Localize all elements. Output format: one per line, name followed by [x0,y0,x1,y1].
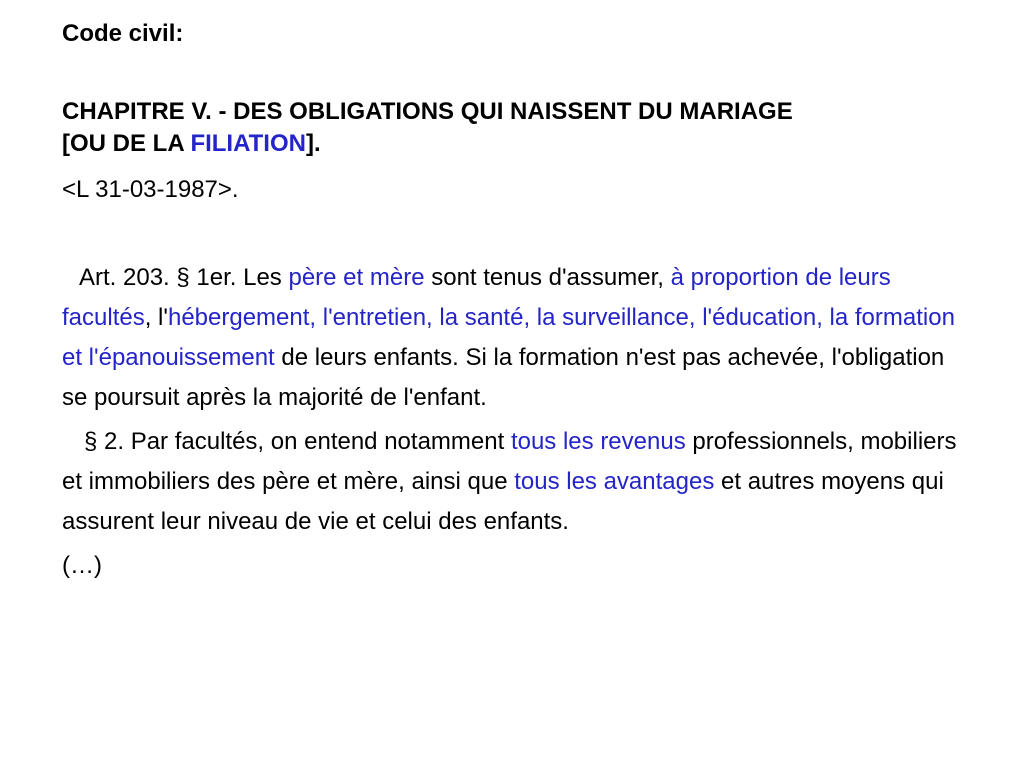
law-reference: <L 31-03-1987>. [62,176,239,203]
slide-content [62,18,962,586]
p2-seg: et autres moyens qui assurent leur niveau de vie et celui des enfants. [62,468,944,535]
p1-seg: Art. 203. § 1er. Les [79,264,289,291]
p1-seg: sont tenus d'assumer, [424,264,671,291]
p1-seg: de leurs enfants. Si la formation n'est pas achevée, l'obligation se poursuit après la majorité de l'enfant. [62,344,945,411]
p2-seg: § 2. Par facultés, on entend notamment [84,428,511,455]
chapter-highlight-filiation: FILIATION [190,130,306,157]
p2-highlight-tous-les-avantages: tous les avantages [514,468,715,495]
p1-highlight-pere-et-mere: père et mère [288,264,425,291]
chapter-line2-suffix: ]. [305,130,321,157]
chapter-title-line-2 [62,128,962,160]
article-203-paragraph-2 [62,422,962,542]
chapter-line2-prefix: [OU DE LA [62,130,191,157]
p1-highlight-obligations-list: hébergement, l'entretien, la santé, la surveillance, l'éducation, la formation et l'épanouissement [62,304,955,371]
p1-highlight-proportion: à proportion de leurs facultés [62,264,891,331]
article-203-paragraph-1 [62,258,962,418]
p2-seg: professionnels, mobiliers et immobiliers des père et mère, ainsi que [62,428,957,495]
chapter-title-line-1: CHAPITRE V. - DES OBLIGATIONS QUI NAISSENT DU MARIAGE [62,98,793,125]
p1-seg: , l' [144,304,168,331]
ellipsis: (…) [62,552,102,579]
p2-highlight-tous-les-revenus: tous les revenus [510,428,686,455]
source-label: Code civil: [62,20,184,47]
